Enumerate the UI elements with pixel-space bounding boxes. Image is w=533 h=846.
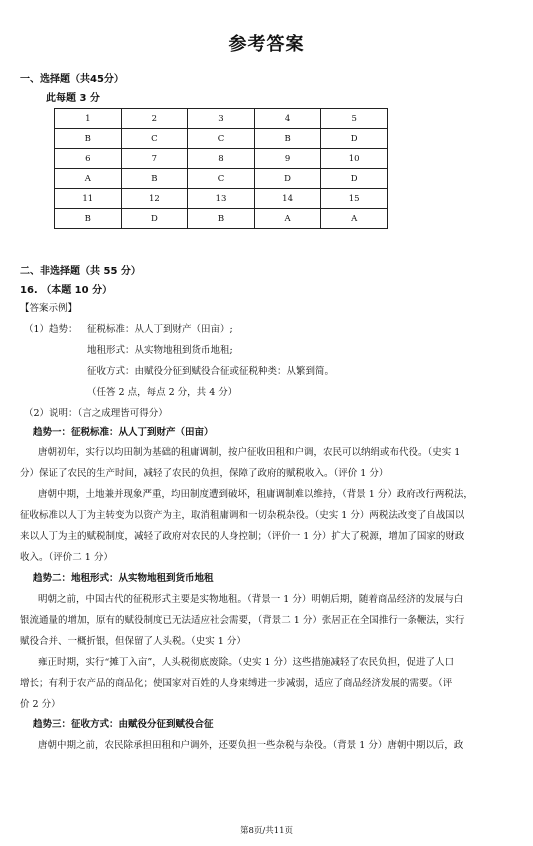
table-cell: D xyxy=(254,169,321,189)
trend2-line: 明朝之前，中国古代的征税形式主要是实物地租。（背景一 1 分）明朝后期，随着商品经济的发展与白 xyxy=(38,594,464,605)
trend1-line: 征收标准以人丁为主转变为以资产为主，取消租庸调和一切杂税杂役。（史实 1 分）两税法改变了自战国以 xyxy=(20,510,465,521)
table-cell: C xyxy=(188,129,255,149)
table-cell: B xyxy=(254,129,321,149)
table-cell: D xyxy=(321,129,388,149)
trend1-line: 唐朝中期，土地兼并现象严重，均田制度遭到破坏，租庸调制难以维持，（背景 1 分）政府改行两税法， xyxy=(38,489,473,500)
table-cell: 15 xyxy=(321,189,388,209)
part1-line-3: 征收方式：由赋役分征到赋役合征或征税种类：从繁到简。 xyxy=(87,366,335,377)
table-cell: A xyxy=(254,209,321,229)
section1-heading: 一、选择题（共45分） xyxy=(20,74,124,85)
table-cell: 14 xyxy=(254,189,321,209)
answer-sample-label: 【答案示例】 xyxy=(20,303,78,314)
table-cell: C xyxy=(188,169,255,189)
table-cell: 5 xyxy=(321,109,388,129)
part1-label: （1）趋势： xyxy=(24,324,78,335)
table-cell: 1 xyxy=(55,109,122,129)
table-cell: B xyxy=(55,209,122,229)
trend2-line: 雍正时期，实行“摊丁入亩”，人头税彻底废除。（史实 1 分）这些措施减轻了农民负担，促进了人口 xyxy=(38,657,455,668)
trend1-line: 收入。（评价二 1 分） xyxy=(20,552,113,563)
table-cell: 4 xyxy=(254,109,321,129)
table-cell: C xyxy=(121,129,188,149)
part2-label: （2）说明：（言之成理皆可得分） xyxy=(24,408,168,419)
trend2-line: 增长；有利于农产品的商品化；使国家对百姓的人身束缚进一步减弱，适应了商品经济发展的需要。（评 xyxy=(20,678,453,689)
table-cell: 8 xyxy=(188,149,255,169)
trend1-title: 趋势一：征税标准：从人丁到财产（田亩） xyxy=(33,427,214,438)
trend2-line: 银流通量的增加，原有的赋役制度已无法适应社会需要，（背景二 1 分）张居正在全国推行一条鞭法，实行 xyxy=(20,615,465,626)
table-cell: 6 xyxy=(55,149,122,169)
table-cell: B xyxy=(55,129,122,149)
trend2-line: 赋役合并、一概折银，但保留了人头税。（史实 1 分） xyxy=(20,636,246,647)
table-cell: B xyxy=(121,169,188,189)
table-row xyxy=(55,149,388,169)
table-cell: 9 xyxy=(254,149,321,169)
trend2-title: 趋势二：地租形式：从实物地租到货币地租 xyxy=(33,573,214,584)
page-title: 参考答案 xyxy=(228,34,305,55)
section1-note: 此每题 3 分 xyxy=(46,93,100,104)
table-cell: 12 xyxy=(121,189,188,209)
table-cell: 2 xyxy=(121,109,188,129)
table-row xyxy=(55,189,388,209)
table-cell: B xyxy=(188,209,255,229)
table-row xyxy=(55,109,388,129)
page-footer: 第8页/共11页 xyxy=(239,826,294,836)
table-cell: 10 xyxy=(321,149,388,169)
table-cell: D xyxy=(321,169,388,189)
trend3-title: 趋势三：征收方式：由赋役分征到赋役合征 xyxy=(33,719,214,730)
question-16-heading: 16. （本题 10 分） xyxy=(20,285,113,296)
part1-line-4: （任答 2 点，每点 2 分，共 4 分） xyxy=(87,387,238,398)
table-cell: D xyxy=(121,209,188,229)
table-cell: A xyxy=(321,209,388,229)
table-cell: 3 xyxy=(188,109,255,129)
table-row xyxy=(55,129,388,149)
part1-line-1: 征税标准：从人丁到财产（田亩）; xyxy=(87,324,233,335)
table-row xyxy=(55,169,388,189)
trend3-line: 唐朝中期之前，农民除承担田租和户调外，还要负担一些杂税与杂役。（背景 1 分）唐朝中期以后，政 xyxy=(38,740,464,751)
table-cell: 11 xyxy=(55,189,122,209)
trend1-line: 分）保证了农民的生产时间，减轻了农民的负担，保障了政府的赋税收入。（评价 1 分） xyxy=(20,468,389,479)
table-row xyxy=(55,209,388,229)
table-cell: A xyxy=(55,169,122,189)
part1-line-2: 地租形式：从实物地租到货币地租; xyxy=(87,345,233,356)
table-cell: 13 xyxy=(188,189,255,209)
trend2-line: 价 2 分） xyxy=(20,699,61,710)
section2-heading: 二、非选择题（共 55 分） xyxy=(20,266,141,277)
answer-table xyxy=(54,108,388,229)
trend1-line: 唐朝初年，实行以均田制为基础的租庸调制，按户征收田租和户调，农民可以纳绢或布代役。（史实 1 xyxy=(38,447,461,458)
table-cell: 7 xyxy=(121,149,188,169)
trend1-line: 来以人丁为主的赋税制度，减轻了政府对农民的人身控制；（评价一 1 分）扩大了税源，增加了国家的财政 xyxy=(20,531,465,542)
